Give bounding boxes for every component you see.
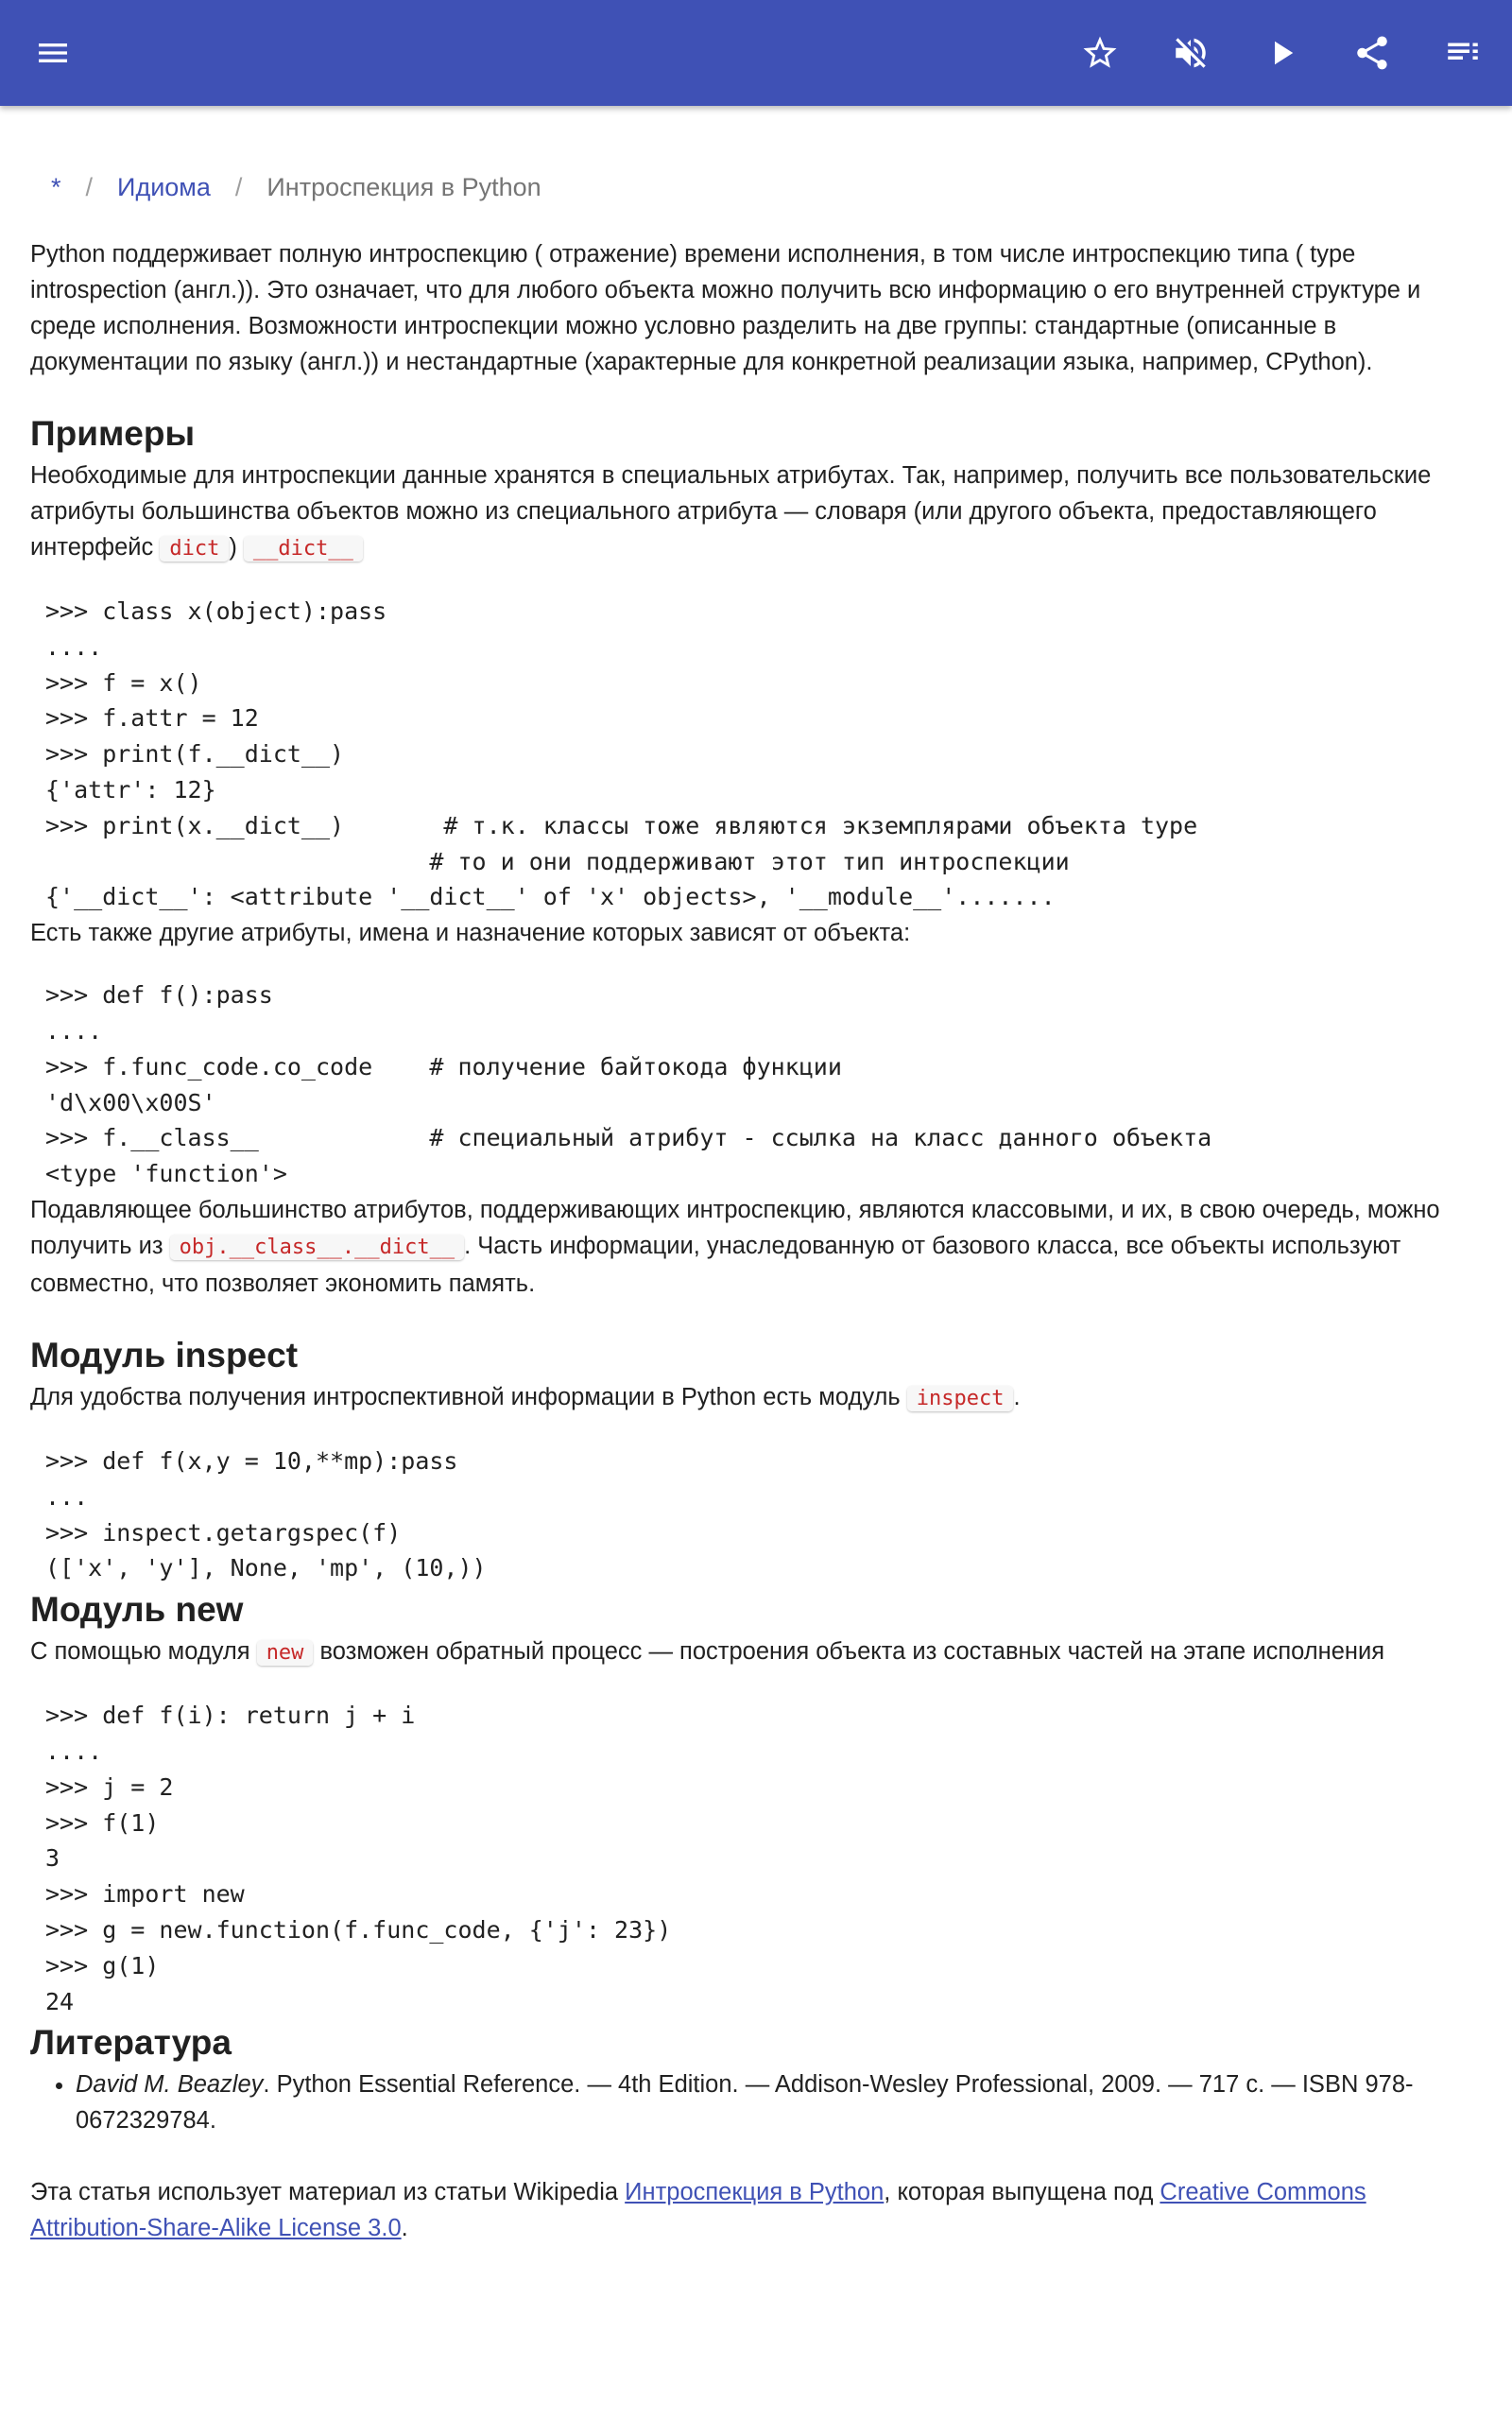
inline-code-new: new: [257, 1640, 314, 1666]
inspect-heading: Модуль inspect: [30, 1335, 299, 1374]
text-span: С помощью модуля: [30, 1638, 257, 1666]
playlist-icon: [1443, 33, 1483, 73]
breadcrumb: [51, 168, 1486, 206]
code-block-inspect: >>> def f(x,y = 10,**mp):pass ... >>> inspect.getargspec(f) (['x', 'y'], None, 'mp', (10,)): [45, 1446, 487, 1582]
inspect-paragraph: [30, 1379, 1486, 1417]
text-span: . Часть информации, унаследованную от базового класса, все объекты используют совместно, что позволяет экономить память.: [30, 1232, 1401, 1297]
intro-paragraph: Python поддерживает полную интроспекцию ( отражение) времени исполнения, в том числе интроспекцию типа ( type introspection (англ.)). Это означает, что для любого объекта можно получить всю информацию о его внутренней структуре и среде исполнения. Возможности интроспекции можно условно разделить на две группы: стандартные (описанные в документации по языку (англ.)) и нестандартные (характерные для конкретной реализации языка, например, CPython).: [30, 241, 1421, 375]
text-span: Подавляющее большинство атрибутов, поддерживающих интроспекцию, являются классовыми, и их, в свою очередь, можно получить из: [30, 1196, 1440, 1259]
code-block-new: >>> def f(i): return j + i .... >>> j = 2 >>> f(1) 3 >>> import new >>> g = new.function(f.func_code, {'j': 23}) >>> g(1) 24: [45, 1702, 672, 2015]
breadcrumb-current: Интроспекция в Python: [266, 173, 541, 201]
text-span: Для удобства получения интроспективной информации в Python есть модуль: [30, 1383, 907, 1410]
reference-text: . Python Essential Reference. — 4th Edition. — Addison-Wesley Professional, 2009. — 717 с. — ISBN 978-0672329784.: [76, 2071, 1414, 2135]
breadcrumb-home-link[interactable]: *: [51, 173, 61, 201]
license-link[interactable]: Creative Commons Attribution-Share-Alike License 3.0: [30, 2179, 1366, 2242]
breadcrumb-separator: /: [234, 173, 243, 201]
examples-heading: Примеры: [30, 414, 196, 453]
share-button[interactable]: [1342, 23, 1402, 83]
inline-code-class-dict: obj.__class__.__dict__: [170, 1235, 464, 1260]
play-button[interactable]: [1251, 23, 1312, 83]
inline-code-inspect: inspect: [907, 1386, 1014, 1411]
new-module-heading: Модуль new: [30, 1590, 244, 1630]
text-span: ): [229, 534, 244, 561]
app-bar: [0, 0, 1512, 106]
text-span: возможен обратный процесс — построения объекта из составных частей на этапе исполнения: [313, 1638, 1385, 1666]
reference-list: [76, 2066, 1486, 2138]
volume-off-icon: [1171, 33, 1211, 73]
article-content: [30, 106, 1486, 2246]
play-icon: [1262, 33, 1301, 73]
menu-button[interactable]: [26, 26, 79, 79]
favorite-button[interactable]: [1070, 23, 1130, 83]
inline-code-dict: dict: [160, 536, 229, 562]
examples-paragraph-1: [30, 458, 1486, 567]
wikipedia-article-link[interactable]: Интроспекция в Python: [625, 2179, 885, 2206]
playlist-button[interactable]: [1433, 23, 1493, 83]
list-item: [76, 2066, 1486, 2138]
text-span: Необходимые для интроспекции данные хранятся в специальных атрибутах. Так, например, получить все пользовательские атрибуты большинства объектов можно из специального атрибута — словаря (или другого объекта, предоставляющего интерфейс: [30, 462, 1432, 561]
literature-heading: Литература: [30, 2023, 232, 2063]
appbar-actions: [1040, 23, 1493, 83]
new-module-paragraph: [30, 1634, 1486, 1671]
breadcrumb-separator: /: [85, 173, 94, 201]
text-span: , которая выпущена под: [884, 2179, 1160, 2206]
mute-button[interactable]: [1160, 23, 1221, 83]
examples-paragraph-2: Есть также другие атрибуты, имена и назначение которых зависят от объекта:: [30, 920, 911, 947]
share-icon: [1352, 33, 1392, 73]
text-span: .: [401, 2215, 408, 2242]
code-block-dict: >>> class x(object):pass .... >>> f = x() >>> f.attr = 12 >>> print(f.__dict__) {'attr': 12} >>> print(x.__dict__) # т.к. классы тоже являются экземплярами объекта type # то и они поддерживают этот тип интроспекции {'__dict__': <attribute '__dict__' of 'x' objects>, '__module__'.......: [45, 597, 1198, 911]
attribution-paragraph: [30, 2174, 1486, 2246]
breadcrumb-category-link[interactable]: Идиома: [117, 173, 211, 201]
inline-code-dunder-dict: __dict__: [244, 536, 363, 562]
star-icon: [1080, 33, 1120, 73]
text-span: .: [1013, 1383, 1021, 1410]
menu-icon: [34, 34, 72, 72]
examples-paragraph-3: [30, 1192, 1486, 1302]
reference-author: David M. Beazley: [76, 2071, 264, 2099]
code-block-func: >>> def f():pass .... >>> f.func_code.co_code # получение байтокода функции 'd\x00\x00S' >>> f.__class__ # специальный атрибут - ссылка на класс данного объекта <type 'function'>: [45, 981, 1212, 1188]
text-span: Эта статья использует материал из статьи Wikipedia: [30, 2179, 626, 2206]
